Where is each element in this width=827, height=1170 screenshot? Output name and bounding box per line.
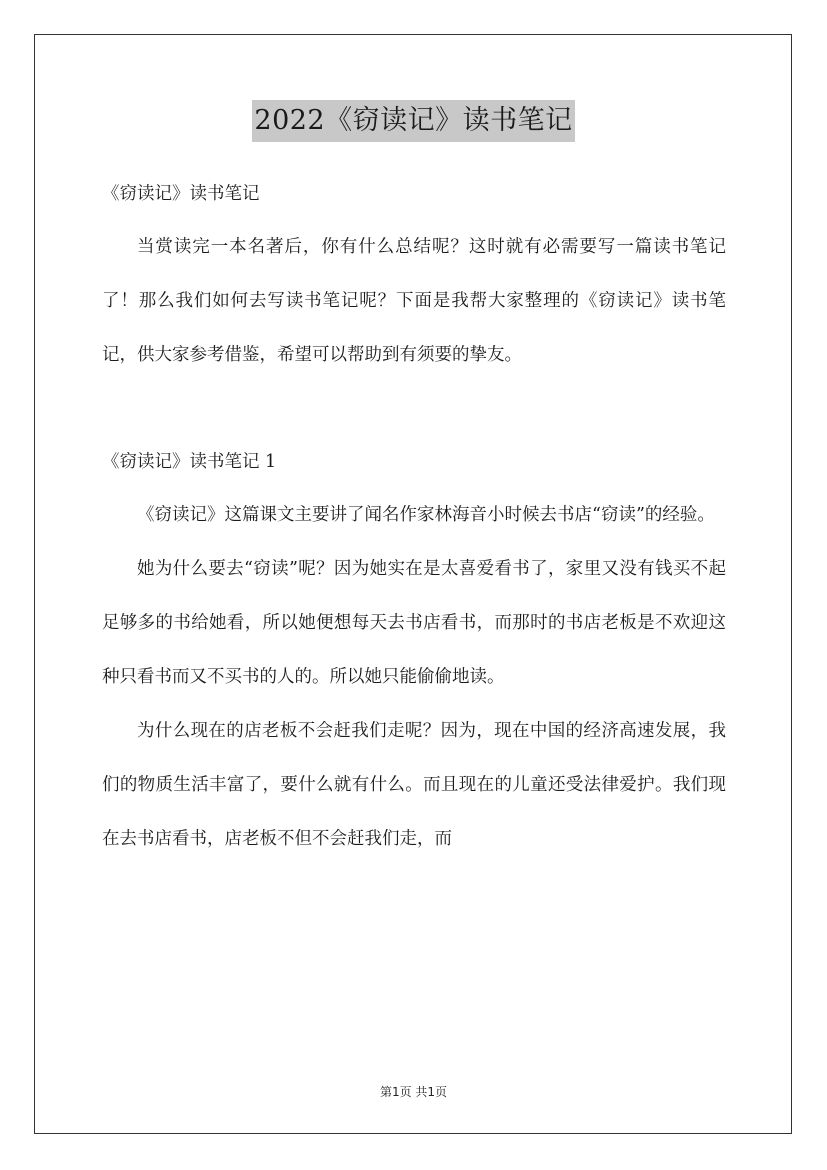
section-paragraph-1: 《窃读记》这篇课文主要讲了闻名作家林海音小时候去书店“窃读”的经验。 bbox=[137, 505, 715, 525]
intro-paragraph: 当赏读完一本名著后，你有什么总结呢？这时就有必需要写一篇读书笔记了！那么我们如何去写读书笔记呢？下面是我帮大家整理的《窃读记》读书笔记，供大家参考借鉴，希望可以帮助到有须要的挚友。 bbox=[102, 237, 726, 365]
section-paragraph-3: 为什么现在的店老板不会赶我们走呢？因为，现在中国的经济高速发展，我们的物质生活丰富了，要什么就有什么。而且现在的儿童还受法律爱护。我们现在去书店看书，店老板不但不会赶我们走，而 bbox=[102, 721, 726, 849]
section-paragraph-2: 她为什么要去“窃读”呢？因为她实在是太喜爱看书了，家里又没有钱买不起足够多的书给她看，所以她便想每天去书店看书，而那时的书店老板是不欢迎这种只看书而又不买书的人的。所以她只能偷偷地读。 bbox=[102, 559, 726, 687]
document-title: 2022《窃读记》读书笔记 bbox=[252, 100, 574, 142]
page-footer bbox=[0, 1083, 827, 1100]
section-spacer bbox=[102, 382, 726, 436]
document-body bbox=[102, 168, 726, 866]
page-number: 第1页 共1页 bbox=[379, 1085, 448, 1099]
section-heading: 《窃读记》读书笔记 1 bbox=[102, 452, 277, 472]
document-title-wrapper bbox=[0, 100, 827, 142]
intro-heading: 《窃读记》读书笔记 bbox=[102, 184, 260, 204]
